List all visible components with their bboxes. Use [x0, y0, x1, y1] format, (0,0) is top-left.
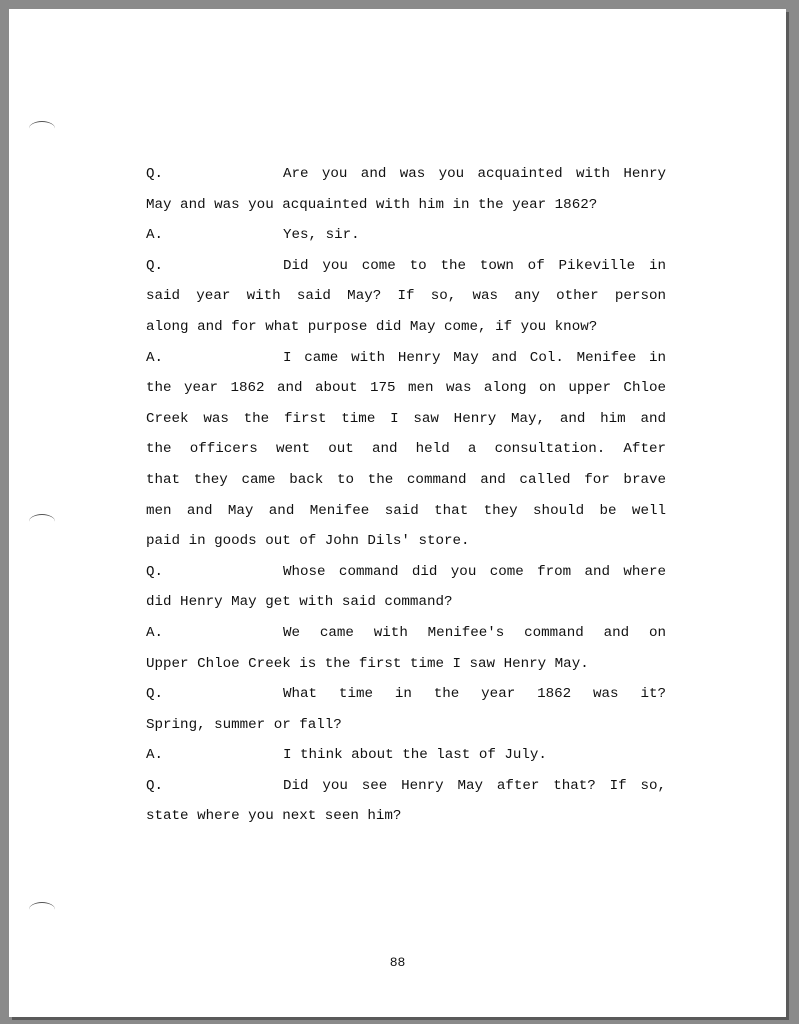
line-text: We came with Menifee's command and on: [283, 624, 666, 641]
transcript-line: [146, 465, 666, 496]
transcript-line: [146, 710, 666, 741]
speaker-tag: A.: [146, 747, 164, 764]
transcript-line: [146, 587, 666, 618]
transcript-line: [146, 220, 666, 251]
line-text: What time in the year 1862 was it?: [283, 686, 666, 703]
speaker-tag: A.: [146, 349, 164, 366]
speaker-tag: A.: [146, 227, 164, 244]
transcript-line: [146, 496, 666, 527]
transcript-line: [146, 649, 666, 680]
transcript-line: [146, 740, 666, 771]
line-text: I came with Henry May and Col. Menifee in: [283, 349, 666, 366]
line-text: did Henry May get with said command?: [146, 594, 453, 611]
speaker-tag: Q.: [146, 166, 164, 182]
transcript-line: [146, 343, 666, 374]
question-entry: [146, 251, 666, 343]
transcript-line: [146, 618, 666, 649]
line-text: Did you come to the town of Pikeville in: [283, 257, 666, 274]
question-entry: [146, 679, 666, 740]
punch-hole-mark: [29, 121, 55, 136]
line-text: Spring, summer or fall?: [146, 716, 342, 733]
question-entry: [146, 771, 666, 832]
transcript-line: [146, 281, 666, 312]
line-text: Whose command did you come from and where: [283, 563, 666, 580]
transcript-body: [146, 159, 666, 832]
punch-hole-mark: [29, 514, 55, 529]
transcript-line: [146, 557, 666, 588]
punch-hole-mark: [29, 902, 55, 917]
line-text: Upper Chloe Creek is the first time I saw Henry May.: [146, 655, 589, 672]
speaker-tag: Q.: [146, 777, 164, 794]
page-number: 88: [389, 955, 406, 970]
transcript-line: [146, 190, 666, 221]
answer-entry: [146, 740, 666, 771]
line-text: paid in goods out of John Dils' store.: [146, 533, 470, 550]
line-text: Did you see Henry May after that? If so,: [283, 777, 666, 794]
line-text: Yes, sir.: [283, 227, 360, 244]
line-text: state where you next seen him?: [146, 808, 402, 825]
question-entry: [146, 159, 666, 220]
transcript-line: [146, 251, 666, 282]
speaker-tag: Q.: [146, 563, 164, 580]
transcript-line: [146, 159, 666, 190]
answer-entry: [146, 618, 666, 679]
transcript-line: [146, 404, 666, 435]
line-text: Are you and was you acquainted with Henry: [283, 166, 666, 182]
transcript-line: [146, 771, 666, 802]
line-text: Creek was the first time I saw Henry May, and him and: [146, 410, 666, 427]
speaker-tag: Q.: [146, 257, 164, 274]
transcript-line: [146, 434, 666, 465]
question-entry: [146, 557, 666, 618]
line-text: the officers went out and held a consultation. After: [146, 441, 666, 458]
document-page: [9, 9, 786, 1017]
line-text: that they came back to the command and called for brave: [146, 471, 666, 488]
transcript-line: [146, 373, 666, 404]
answer-entry: [146, 220, 666, 251]
line-text: said year with said May? If so, was any other person: [146, 288, 666, 305]
transcript-line: [146, 526, 666, 557]
line-text: the year 1862 and about 175 men was along on upper Chloe: [146, 380, 666, 397]
line-text: I think about the last of July.: [283, 747, 547, 764]
transcript-line: [146, 801, 666, 832]
answer-entry: [146, 343, 666, 557]
speaker-tag: A.: [146, 624, 164, 641]
line-text: May and was you acquainted with him in the year 1862?: [146, 196, 598, 213]
transcript-line: [146, 679, 666, 710]
speaker-tag: Q.: [146, 686, 164, 703]
line-text: along and for what purpose did May come, if you know?: [146, 318, 598, 335]
transcript-line: [146, 312, 666, 343]
line-text: men and May and Menifee said that they should be well: [146, 502, 666, 519]
